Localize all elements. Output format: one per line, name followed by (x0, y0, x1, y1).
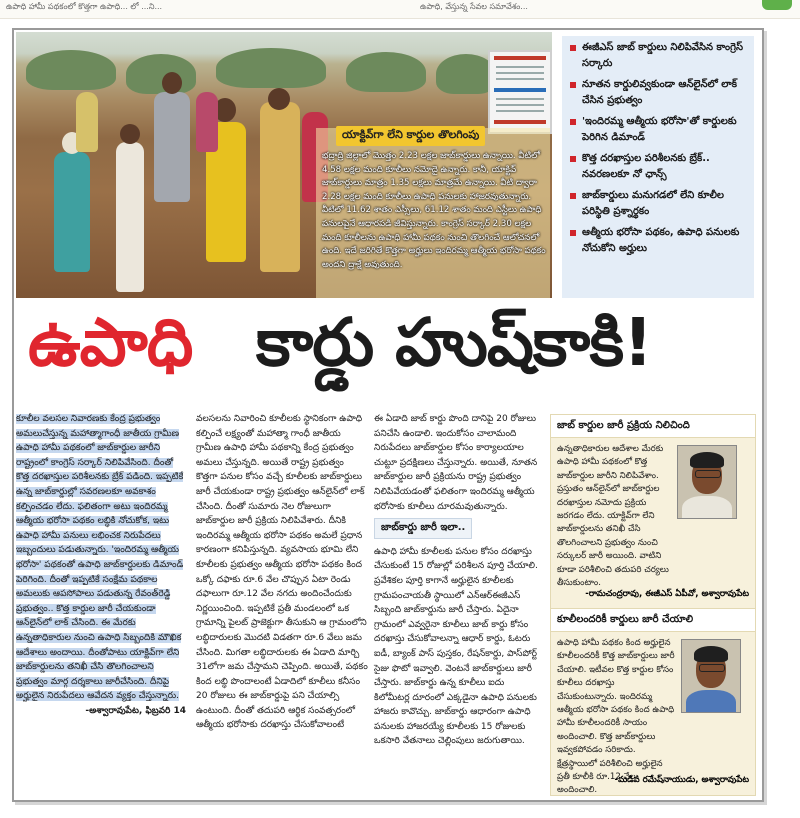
sidebar-quote-2-byline: -మడిప రమేష్‌నాయుడు, అశ్వారావుపేట (614, 775, 749, 785)
sidebar-quote-2-text: ఉపాధి హామీ పథకం కింద అర్హులైన కూలీలందరికీ కొత్త జాబ్‌కార్డులు జారీ చేయాలి. ఇటీవల కొత్త కార్డుల కోసం కూలీలు దరఖాస్తు చేసుకుంటున్నారు. ఇందిరమ్మ ఆత్మీయ భరోసా పథకం కింద ఉపాధి హామీ కూలీలందరికీ సాయం అందించాలి. కొత్త జాబ్‌కార్డులు ఇవ్వకపోవడం సరికాదు. క్షేత్రస్థాయిలో పరిశీలించి అర్హులైన ప్రతీ కూలీకి రూ.12 వేలు అందించాలి. (557, 638, 675, 796)
article-column-3 (374, 412, 542, 749)
photo-worker-head (120, 124, 140, 144)
highlight-item: నూతన కార్డులివ్వకుండా ఆన్‌లైన్‌లో లాక్ చేసిన ప్రభుత్వం (570, 77, 748, 109)
sidebar-quote-1-text: ఉన్నతాధికారుల ఆదేశాల మేరకు ఉపాధి హామీ పథకంలో కొత్త జాబ్‌కార్డుల జారీని నిలిపివేశాం. ప్రస్తుతం ఆన్‌లైన్‌లో జాబ్‌కార్డుల దరఖాస్తుల నమోదు ప్రక్రియ జరగడం లేదు. యాక్టివ్‌గా లేని జాబ్‌కార్డులను తనిఖీ చేసి తొలగించాలని ప్రభుత్వం నుంచి సర్కులర్ జారీ అయింది. వాటిని కూడా పరిశీలించి తదుపరి చర్యలు తీసుకుంటాం. (557, 444, 669, 589)
sidebar-quote-2 (550, 608, 756, 796)
top-strip (0, 0, 800, 19)
photo-caption-text: భద్రాద్రి జిల్లాలో మొత్తం 2.23 లక్షల జాబ్‌కార్డులు ఉన్నాయి. వీటిలో 4.58 లక్షల మంది కూలీలు నమోదై ఉన్నారు. కానీ, యాక్టివ్ జాబ్‌కార్డులు మాత్రం 1.35 లక్షలు మాత్రమే ఉన్నాయి. వీటి ద్వారా 2.28 లక్షల మంది కూలీలు ఉపాధి పనులకు హాజరవుతున్నారు. వీటిలో 11.62 శాతం ఎస్సీలు, 61.12 శాతం మంది ఎస్టీలు ఉపాధి పనులపైనే ఆధారపడి జీవిస్తున్నారు. కాంగ్రెస్ సర్కార్ 2.30 లక్షల మంది కూలీలను ఉపాధి హామీ పథకం నుంచి తొలగించే ఆలోచనలో ఉంది. ఇదే జరిగితే కొత్తగా అర్హులు ఇందిరమ్మ ఆత్మీయ భరోసా పథకం అందని ద్రాక్షే అవుతుంది. (322, 151, 546, 270)
photo-worker (116, 142, 144, 292)
article-column-1 (16, 412, 186, 718)
sidebar-quote-1-heading: జాబ్ కార్డుల జారీ ప్రక్రియ నిలిచింది (551, 415, 755, 438)
highlight-item: జాబ్‌కార్డులు మనుగడలో లేని కూలీల పరిస్థితి ప్రశ్నార్థకం (570, 188, 748, 220)
highlight-item: ఈజీఎస్ జాబ్ కార్డులు నిలిపివేసిన కాంగ్రెస్ సర్కారు (570, 40, 748, 72)
photo-worker (154, 92, 190, 202)
top-strip-right-text: ఉపాధి, వేస్తున్న సేవల సమావేశం... (420, 2, 528, 11)
photo-tree (216, 48, 326, 88)
article-column-3-text-bottom: ఉపాధి హామీ కూలీలకు పనుల కోసం దరఖాస్తు చేసుకుంటే 15 రోజుల్లో పరిశీలన పూర్తి చేయాలి. ప్రవేశికల పూర్తి కాగానే అర్హులైన కూలీలకు గ్రామపంచాయతీ స్థాయిలో ఎన్‌ఆర్‌ఈజీఎస్ సిబ్బంది జాబ్‌కార్డును జారీ చేస్తారు. ఏదైనా గ్రామంలో ఎవ్వరైనా కూలీలు జాబ్ కార్డు కోసం దరఖాస్తు చేసుకోవాలన్నా ఆధార్ కార్డు, ఓటరు ఐడీ, బ్యాంక్ పాస్ పుస్తకం, రేషన్‌కార్డు, పాస్‌పోర్ట్ సైజు ఫొటో ఇవ్వాలి. వెంటనే జాబ్‌కార్డులు జారీ చేస్తారు. జాబ్‌కార్డు ఉన్న కూలీలు ఐదు కిలోమీటర్ల దూరంలో ఎక్కడైనా ఉపాధి పనులకు హాజరు కావొచ్చు. జాబ్‌కార్డు ఆధారంగా ఉపాధి పనులకు హాజరయ్యే కూలీలకు 15 రోజులకు ఒకసారి వేతనాలు చెల్లింపులు జరుగుతాయి. (374, 546, 538, 747)
photo-worker-head (162, 72, 182, 94)
headline-red-part: ఉపాధి (28, 304, 193, 381)
photo-worker (196, 92, 218, 152)
column-subhead: జాబ్‌కార్డు జారీ ఇలా.. (374, 518, 472, 539)
article-column-2-text: వలసలను నివారించి కూలీలకు స్థానికంగా ఉపాధి కల్పించే లక్ష్యంతో మహాత్మా గాంధీ జాతీయ గ్రామీణ ఉపాధి హామీ పథకాన్ని కేంద్ర ప్రభుత్వం అమలు చేస్తున్నది. అయితే రాష్ట్ర ప్రభుత్వం కొత్తగా పనుల కోసం వచ్చే కూలీలకు జాబ్‌కార్డులు జారీ చేయకుండా రాష్ట్ర ప్రభుత్వం ఆన్‌లైన్‌లో లాక్ చేసింది. దీంతో సుమారు నెల రోజులుగా జాబ్‌కార్డుల జారీ ప్రక్రియ నిలిపివేశారు. దీనికి ఇందిరమ్మ ఆత్మీయ భరోసా పథకం అమలే ప్రధాన కారణంగా కనిపిస్తున్నది. వ్యవసాయ భూమి లేని కూలీలకు ప్రభుత్వం ఆత్మీయ భరోసా పథకం కింద ఒక్కో దఫాకు రూ.6 వేల చొప్పున ఏటా రెండు దఫాలుగా రూ.12 వేల నగదు అందించేందుకు నిర్ణయించింది. ఇప్పటికే ప్రతీ మండలంలో ఒక గ్రామాన్ని పైలట్ ప్రాజెక్టుగా తీసుకుని ఆ గ్రామంలోని లబ్ధిదారులకు మొదటి విడతగా రూ.6 వేలు జమ చేసింది. మిగతా లబ్ధిదారులకు ఈ ఏడాది మార్చి 31లోగా జమ చేస్తామని చెప్పింది. అయితే, పథకం కింద లబ్ధి పొందాలంటే ఏడాదిలో కూలీలు కనీసం 20 రోజులు ఈ జాబ్‌కార్డుపై పని చేయాల్సి ఉంటుంది. దీంతో తదుపరి ఆర్థిక సంవత్సరంలో ఆత్మీయ భరోసాకు దరఖాస్తు చేసుకోవాలంటే (196, 414, 368, 731)
highlight-item: ఆత్మీయ భరోసా పథకం, ఉపాధి పనులకు నోచుకోని అర్హులు (570, 225, 748, 257)
calendar-poster-icon (488, 50, 552, 134)
sidebar-quote-2-heading: కూలీలందరికీ కార్డులు జారీ చేయాలి (551, 609, 755, 632)
headline-black-part: కార్డు హుష్‌కాకి! (256, 304, 653, 381)
photo-worker (76, 92, 98, 152)
leaf-decoration (762, 0, 792, 10)
sidebar-quote-1-byline: -రామచంద్రరావు, ఈజీఎస్ ఏపీవో, అశ్వారావుపేట (585, 589, 749, 599)
photo-tree (436, 54, 496, 94)
photo-tree (346, 52, 426, 92)
highlights-box (562, 36, 754, 298)
top-strip-left-text: ఉపాధి హామీ పథకంలో కొత్తగా ఉపాధి... లో ...ని... (6, 2, 163, 11)
highlight-item: కొత్త దరఖాస్తుల పరిశీలనకు బ్రేక్.. నవరణలకూ నో ఛాన్స్ (570, 151, 748, 183)
photo-tree (126, 54, 196, 94)
photo-caption-title: యాక్టివ్‌గా లేని కార్డుల తొలగింపు (336, 126, 485, 146)
photo-worker-head (268, 88, 290, 110)
article-column-1-text: కూలీల వలసల నివారణకు కేంద్ర ప్రభుత్వం అమలుచేస్తున్న మహాత్మాగాంధీ జాతీయ గ్రామీణ ఉపాధి హామీ పథకంలో జాబ్‌కార్డుల జారీని రాష్ట్రంలో కాంగ్రెస్ సర్కార్ నిలిపివేసింది. దీంతో కొత్త దరఖాస్తుల పరిశీలనకు బ్రేక్ పడింది. ఇప్పటికే ఉన్న జాబ్‌కార్డుల్లో సవరణలకూ అవకాశం కల్పించడం లేదు. ఫలితంగా అటు ఇందిరమ్మ ఆత్మీయ భరోసా పథకం లబ్ధికి నోచుకోక, ఇటు ఉపాధి హామీ పనులు లభించక నిరుపేదలు ఇబ్బందులు పడుతున్నారు. 'ఇందిరమ్మ ఆత్మీయ భరోసా' పథకంతో ఉపాధి జాబ్‌కార్డులకు డిమాండ్ పెరిగింది. దీంతో ఇప్పటికే సంక్షేమ పథకాల అమలుకు ఆపసోపాలు పడుతున్న రేవంత్‌రెడ్డి ప్రభుత్వం.. కొత్త కార్డుల జారీ చేయకుండా ఆన్‌లైన్‌లో లాక్ చేసింది. ఈ మేరకు ఉన్నతాధికారుల నుంచి ఉపాధి సిబ్బందికి మౌఖిక ఆదేశాలు అందాయి. దీంతోపాటు యాక్టివ్‌గా లేని జాబ్‌కార్డులను తనిఖీ చేసి తొలగించాలని ప్రభుత్వం మార్గ దర్శకాలు జారీచేసింది. దీనిపై అర్హులైన నిరుపేదలు ఆవేదన వ్యక్తం చేస్తున్నారు. (16, 414, 184, 702)
photo-worker (260, 102, 300, 272)
highlight-item: 'ఇందిరమ్మ ఆత్మీయ భరోసా'తో కార్డులకు పెరిగిన డిమాండ్ (570, 114, 748, 146)
photo-worker (54, 152, 90, 272)
photo-tree (26, 50, 116, 90)
highlights-list (562, 36, 754, 257)
article-column-2 (196, 412, 368, 733)
portrait-photo (677, 445, 737, 519)
portrait-photo (681, 639, 741, 713)
sidebar-quote-1 (550, 414, 756, 610)
headline (16, 304, 756, 396)
dateline: -అశ్వారావుపేట, ఫిబ్రవరి 14 (85, 705, 186, 716)
article-column-3-text-top: ఈ ఏడాది జాబ్ కార్డు పొంది దానిపై 20 రోజులు పనిచేసి ఉండాలి. ఇందుకోసం చాలామంది నిరుపేదలు జాబ్‌కార్డుల కోసం కార్యాలయాల చుట్టూ ప్రదక్షిణలు చేస్తున్నారు. అయితే, నూతన జాబ్‌కార్డుల జారీ ప్రక్రియను రాష్ట్ర ప్రభుత్వం నిలిపివేయడంతో ఫలితంగా ఇందిరమ్మ ఆత్మీయ భరోసాకు కూలీలు దూరమవుతున్నారు. (374, 414, 538, 512)
